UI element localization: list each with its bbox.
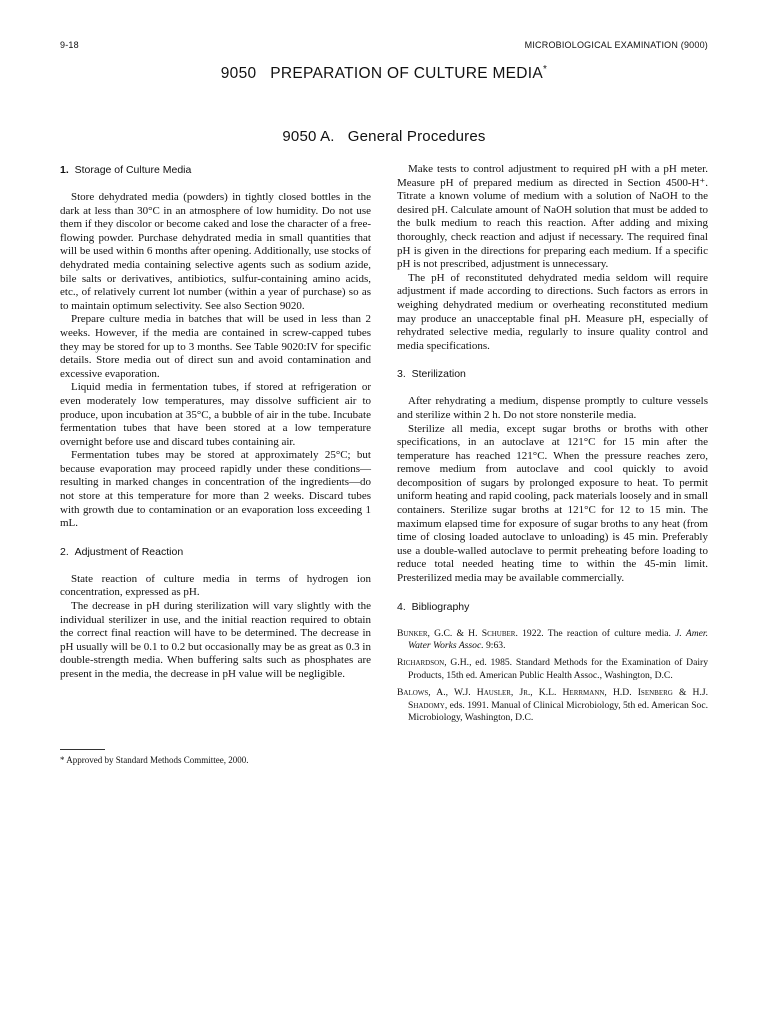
section-subtitle: 9050 A. General Procedures <box>282 128 486 145</box>
section-title: Adjustment of Reaction <box>74 545 184 558</box>
paragraph: Sterilize all media, except sugar broths or broths with other specifications, in an autoclave at 121°C for 15 min after the temperature has reached 121°C. When the pressure reaches zero, remove medium from autoclave and cool quickly to avoid decomposition of sugars by prolonged exposure to heat. To permit uniform heating and rapid cooling, pack materials loosely and in small containers. Sterilize sugar broths at 121°C for 12 to 15 min. The maximum elapsed time for exposure of sugar broths to any heat (from time of closing loaded autoclave to unloading) is 45 min. Preferably use a double-walled autoclave to permit preheating before loading to reduce total needed heating time to within the 45-min limit. Presterilized media may be available commercially. <box>397 422 708 585</box>
bib-authors: Richardson, G.H. <box>397 657 470 669</box>
section-heading-sterilization <box>397 367 708 381</box>
bib-authors: Balows, A., W.J. Hausler, Jr., K.L. Herrmann, H.D. Isenberg & H.J. Shadomy <box>397 686 708 711</box>
paragraph: After rehydrating a medium, dispense promptly to culture vessels and sterilize within 2 h. Do not store nonsterile media. <box>397 395 708 421</box>
footnote-rule <box>60 749 105 750</box>
left-column <box>60 163 371 682</box>
right-column <box>397 163 708 729</box>
section-heading-adjustment <box>60 545 371 559</box>
bibliography-entry <box>397 657 708 683</box>
section-number: 1. <box>60 164 69 176</box>
running-title: MICROBIOLOGICAL EXAMINATION (9000) <box>524 40 708 50</box>
section-title: Bibliography <box>411 600 470 613</box>
bib-details: . 1922. The reaction of culture media. <box>515 627 676 639</box>
document-title <box>0 64 768 83</box>
paragraph: Prepare culture media in batches that will be used in less than 2 weeks. However, if the media are contained in screw-capped tubes they may be stored for up to 3 months. See Table 9020:IV for specific details. Store media out of direct sun and avoid contamination and excessive evaporation. <box>60 313 371 380</box>
bibliography-entry <box>397 628 708 654</box>
paragraph: The decrease in pH during sterilization will vary slightly with the individual sterilizer in use, and the initial reaction required to obtain the correct final reaction will have to be determined. The decrease in pH usually will be 0.1 to 0.2 but occasionally may be as great as 0.3 in double-strength media. When buffering salts such as phosphates are present in the media, the decrease in pH value will be negligible. <box>60 600 371 680</box>
section-heading-storage <box>60 163 371 177</box>
paragraph: Fermentation tubes may be stored at approximately 25°C; but because evaporation may proceed rapidly under these conditions—resulting in marked changes in concentration of the ingredients—do not store at this temperature for more than 2 weeks. Discard tubes with growth due to contamination or an evaporation loss exceeding 1 mL. <box>60 449 371 530</box>
paragraph: The pH of reconstituted dehydrated media seldom will require adjustment if made according to directions. Such factors as errors in weighing dehydrated medium or overheating reconstituted medium may produce an unacceptable final pH. Measure pH, especially of rehydrated selective media, regularly to insure quality control and media specifications. <box>397 271 708 352</box>
paragraph: State reaction of culture media in terms of hydrogen ion concentration, expressed as pH. <box>60 572 371 599</box>
page-number: 9-18 <box>60 40 79 50</box>
bib-authors: Bunker, G.C. & H. Schuber <box>397 627 516 639</box>
bibliography-entry <box>397 687 708 725</box>
section-number: 3. <box>397 368 406 381</box>
bib-tail: 9:63. <box>483 640 506 652</box>
bib-details: , ed. 1985. Standard Methods for the Examination of Dairy Products, 15th ed. American Public Health Assoc., Washington, D.C. <box>408 657 708 682</box>
bib-details: , eds. 1991. Manual of Clinical Microbiology, 5th ed. American Soc. Microbiology, Washington, D.C. <box>408 699 709 724</box>
bib-journal: J. Amer. Water Works Assoc. <box>408 627 708 652</box>
paragraph: Liquid media in fermentation tubes, if stored at refrigeration or even moderately low temperatures, may dissolve sufficient air to produce, upon incubation at 35°C, a bubble of air in the tube. Incubate fermentation tubes that have been stored at a low temperature overnight before use and discard tubes containing air. <box>60 381 371 448</box>
footnote: * Approved by Standard Methods Committee, 2000. <box>60 755 249 765</box>
title-footnote-marker: * <box>543 64 548 75</box>
paragraph: Make tests to control adjustment to required pH with a pH meter. Measure pH of prepared medium as directed in Section 4500-H⁺. Titrate a known volume of medium with a solution of NaOH to the desired pH. Calculate amount of NaOH solution that must be added to the bulk medium to reach this reaction. After adding and mixing thoroughly, check reaction and adjust if necessary. The required final pH is given in the directions for preparing each medium. If a specific pH is not prescribed, adjustment is unnecessary. <box>397 163 708 271</box>
title-text: 9050 PREPARATION OF CULTURE MEDIA <box>220 65 544 83</box>
section-number: 2. <box>60 545 69 558</box>
section-heading-bibliography <box>397 600 708 614</box>
paragraph: Store dehydrated media (powders) in tightly closed bottles in the dark at less than 30°C in an atmosphere of low humidity. Do not use them if they discolor or become caked and lose the character of a free-flowing powder. Purchase dehydrated media in small quantities that will be used within 6 months after opening. Additionally, use stocks of dehydrated media containing selective agents such as sodium azide, bile salts or derivatives, antibiotics, sulfur-containing amino acids, etc., of relatively current lot number (within a year of purchase) so as to maintain optimum selectivity. See also Section 9020. <box>60 191 371 312</box>
section-title: Sterilization <box>411 368 466 381</box>
section-number: 4. <box>397 600 406 613</box>
section-title: Storage of Culture Media <box>74 164 192 176</box>
